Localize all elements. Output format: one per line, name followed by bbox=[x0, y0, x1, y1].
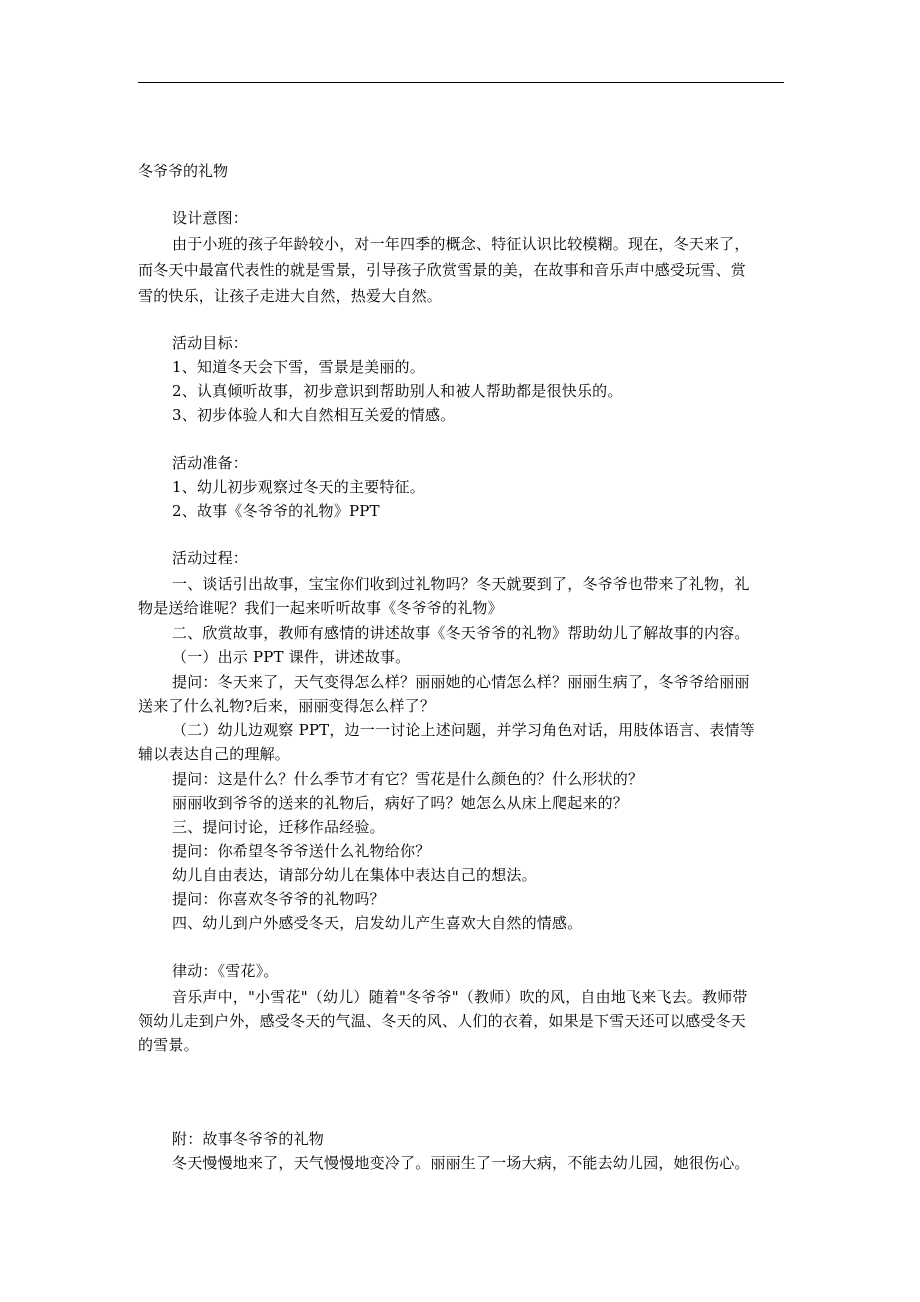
rhythm-line: 音乐声中，"小雪花"（幼儿）随着"冬爷爷"（教师）吹的风，自由地飞来飞去。教师带 bbox=[172, 988, 748, 1006]
process-line: 提问：你喜欢冬爷爷的礼物吗？ bbox=[172, 890, 385, 908]
design-intent-line: 由于小班的孩子年龄较小，对一年四季的概念、特征认识比较模糊。现在，冬天来了， bbox=[172, 235, 750, 253]
process-heading: 活动过程： bbox=[172, 549, 249, 567]
goal-item: 2、认真倾听故事，初步意识到帮助别人和被人帮助都是很快乐的。 bbox=[172, 382, 623, 400]
process-line: 辅以表达自己的理解。 bbox=[138, 745, 291, 763]
rhythm-line: 的雪景。 bbox=[138, 1036, 199, 1054]
process-line: 物是送给谁呢？我们一起来听听故事《冬爷爷的礼物》 bbox=[138, 599, 503, 617]
process-line: （一）出示 PPT 课件，讲述故事。 bbox=[172, 648, 411, 666]
design-intent-heading: 设计意图： bbox=[172, 209, 249, 227]
goal-item: 1、知道冬天会下雪，雪景是美丽的。 bbox=[172, 358, 425, 376]
process-line: 四、幼儿到户外感受冬天，启发幼儿产生喜欢大自然的情感。 bbox=[172, 914, 583, 932]
process-line: 提问：你希望冬爷爷送什么礼物给你？ bbox=[172, 842, 431, 860]
process-line: 一、谈话引出故事，宝宝你们收到过礼物吗？冬天就要到了，冬爷爷也带来了礼物，礼 bbox=[172, 575, 750, 593]
appendix-heading: 附：故事冬爷爷的礼物 bbox=[172, 1130, 325, 1148]
rhythm-line: 领幼儿走到户外，感受冬天的气温、冬天的风、人们的衣着，如果是下雪天还可以感受冬天 bbox=[138, 1012, 747, 1030]
process-line: 提问：冬天来了，天气变得怎么样？丽丽她的心情怎么样？丽丽生病了，冬爷爷给丽丽 bbox=[172, 673, 750, 691]
appendix-line: 冬天慢慢地来了，天气慢慢地变冷了。丽丽生了一场大病，不能去幼儿园，她很伤心。 bbox=[172, 1154, 750, 1172]
rhythm-heading: 律动：《雪花》。 bbox=[172, 962, 279, 980]
header-rule bbox=[138, 82, 784, 83]
preparation-item: 1、幼儿初步观察过冬天的主要特征。 bbox=[172, 478, 425, 496]
goals-heading: 活动目标： bbox=[172, 334, 249, 352]
design-intent-line: 而冬天中最富代表性的就是雪景，引导孩子欣赏雪景的美，在故事和音乐声中感受玩雪、赏 bbox=[138, 261, 747, 279]
document-title: 冬爷爷的礼物 bbox=[138, 162, 229, 180]
process-line: 提问：这是什么？什么季节才有它？雪花是什么颜色的？什么形状的？ bbox=[172, 770, 644, 788]
process-line: 丽丽收到爷爷的送来的礼物后，病好了吗？她怎么从床上爬起来的？ bbox=[172, 794, 629, 812]
process-line: （二）幼儿边观察 PPT，边一一讨论上述问题，并学习角色对话，用肢体语言、表情等 bbox=[172, 721, 755, 739]
preparation-heading: 活动准备： bbox=[172, 454, 249, 472]
goal-item: 3、初步体验人和大自然相互关爱的情感。 bbox=[172, 406, 456, 424]
process-line: 二、欣赏故事，教师有感情的讲述故事《冬天爷爷的礼物》帮助幼儿了解故事的内容。 bbox=[172, 624, 750, 642]
process-line: 幼儿自由表达，请部分幼儿在集体中表达自己的想法。 bbox=[172, 866, 537, 884]
process-line: 送来了什么礼物?后来，丽丽变得怎么样了？ bbox=[138, 697, 436, 715]
process-line: 三、提问讨论，迁移作品经验。 bbox=[172, 818, 385, 836]
preparation-item: 2、故事《冬爷爷的礼物》PPT bbox=[172, 502, 380, 520]
design-intent-line: 雪的快乐，让孩子走进大自然，热爱大自然。 bbox=[138, 287, 443, 305]
